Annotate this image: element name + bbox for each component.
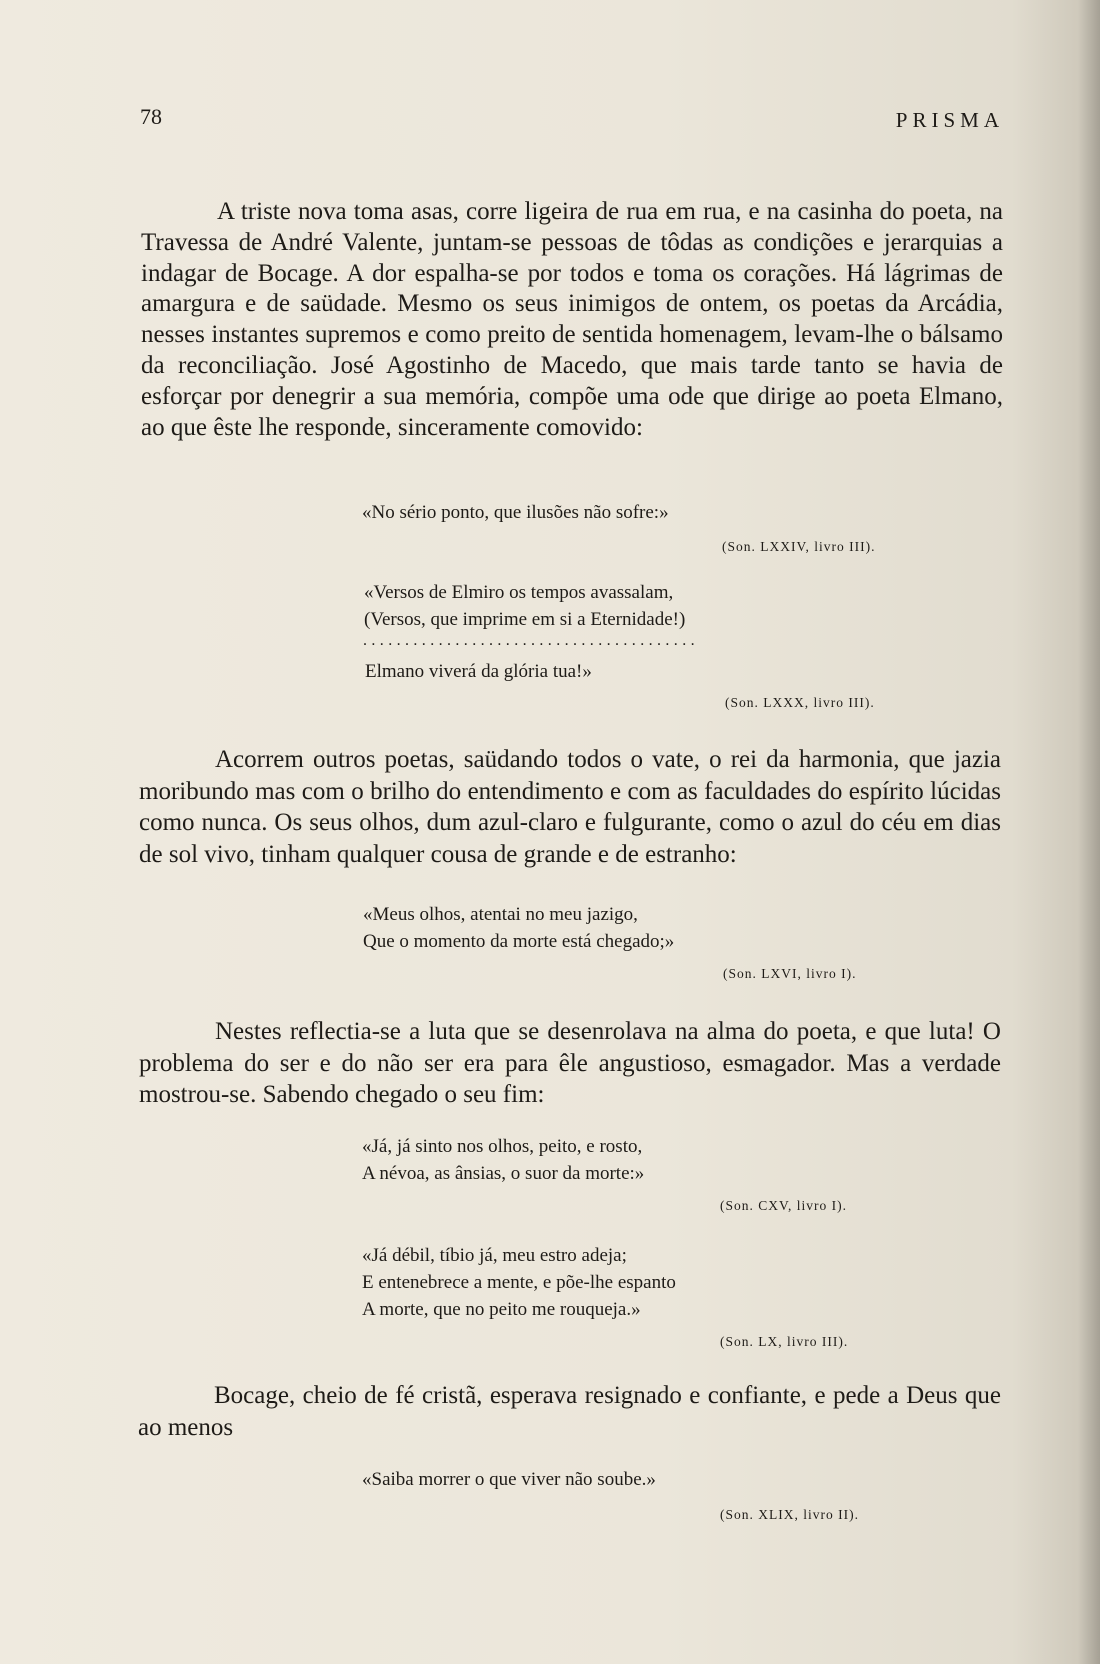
quote-5-line-3: A morte, que no peito me rouqueja.» bbox=[362, 1299, 641, 1320]
quote-5-citation: (Son. LX, livro III). bbox=[720, 1334, 849, 1349]
paragraph-text: A triste nova toma asas, corre ligeira de rua em rua, e na casinha do poeta, na Travessa de André Valente, juntam-se pessoas de tôdas as condições e jerarquias a indagar de Bocage. A dor espalha-se por todos e toma os corações. Há lágrimas de amargura e de saüdade. Mesmo os seus inimigos de ontem, os poetas da Arcádia, nesses instantes supremos e como preito de sentida homenagem, levam-lhe o bálsamo da reconciliação. José Agostinho de Macedo, que mais tarde tanto se havia de esforçar por denegrir a sua memória, compõe uma ode que dirige ao poeta Elmano, ao que êste lhe responde, sinceramente comovido: bbox=[141, 198, 1003, 441]
page-gutter-shadow bbox=[1078, 0, 1100, 1664]
paragraph-1 bbox=[141, 197, 1003, 443]
paragraph-text: Nestes reflectia-se a luta que se desenrolava na alma do poeta, e que luta! O problema do ser e do não ser era para êle angustioso, esmagador. Mas a verdade mostrou-se. Sabendo chegado o seu fim: bbox=[139, 1018, 1001, 1108]
quote-3-line-1: «Meus olhos, atentai no meu jazigo, bbox=[363, 904, 638, 925]
quote-3-citation: (Son. LXVI, livro I). bbox=[723, 966, 857, 981]
quote-1-citation: (Son. LXXIV, livro III). bbox=[722, 539, 876, 554]
quote-2-line-1: «Versos de Elmiro os tempos avassalam, bbox=[364, 582, 674, 603]
quote-3-line-2: Que o momento da morte está chegado;» bbox=[363, 931, 675, 952]
quote-6-citation: (Son. XLIX, livro II). bbox=[720, 1507, 859, 1522]
paragraph-text: Bocage, cheio de fé cristã, esperava resignado e confiante, e pede a Deus que ao menos bbox=[138, 1382, 1001, 1441]
paragraph-2 bbox=[139, 744, 1001, 870]
quote-4-citation: (Son. CXV, livro I). bbox=[720, 1198, 848, 1213]
paragraph-4 bbox=[138, 1380, 1001, 1444]
quote-1-line-1: «No sério ponto, que ilusões não sofre:» bbox=[362, 502, 669, 523]
quote-5-line-1: «Já débil, tíbio já, meu estro adeja; bbox=[362, 1245, 627, 1266]
quote-5-line-2: E entenebrece a mente, e põe-lhe espanto bbox=[362, 1272, 676, 1293]
quote-2-citation: (Son. LXXX, livro III). bbox=[725, 695, 875, 710]
quote-2-closing-line: Elmano viverá da glória tua!» bbox=[365, 661, 592, 682]
quote-2-line-2: (Versos, que imprime em si a Eternidade!) bbox=[364, 609, 686, 630]
quote-4-line-1: «Já, já sinto nos olhos, peito, e rosto, bbox=[362, 1136, 643, 1157]
quote-6-line-1: «Saiba morrer o que viver não soube.» bbox=[362, 1469, 656, 1490]
quote-2-ellipsis: ........................................ bbox=[363, 632, 699, 649]
running-head: PRISMA bbox=[895, 108, 1004, 132]
page-number: 78 bbox=[140, 104, 162, 129]
paragraph-text: Acorrem outros poetas, saüdando todos o vate, o rei da harmonia, que jazia moribundo mas com o brilho do entendimento e com as faculdades do espírito lúcidas como nunca. Os seus olhos, dum azul-claro e fulgurante, como o azul do céu em dias de sol vivo, tinham qualquer cousa de grande e de estranho: bbox=[139, 746, 1001, 868]
quote-4-line-2: A névoa, as ânsias, o suor da morte:» bbox=[362, 1163, 645, 1184]
paragraph-3 bbox=[139, 1016, 1001, 1111]
